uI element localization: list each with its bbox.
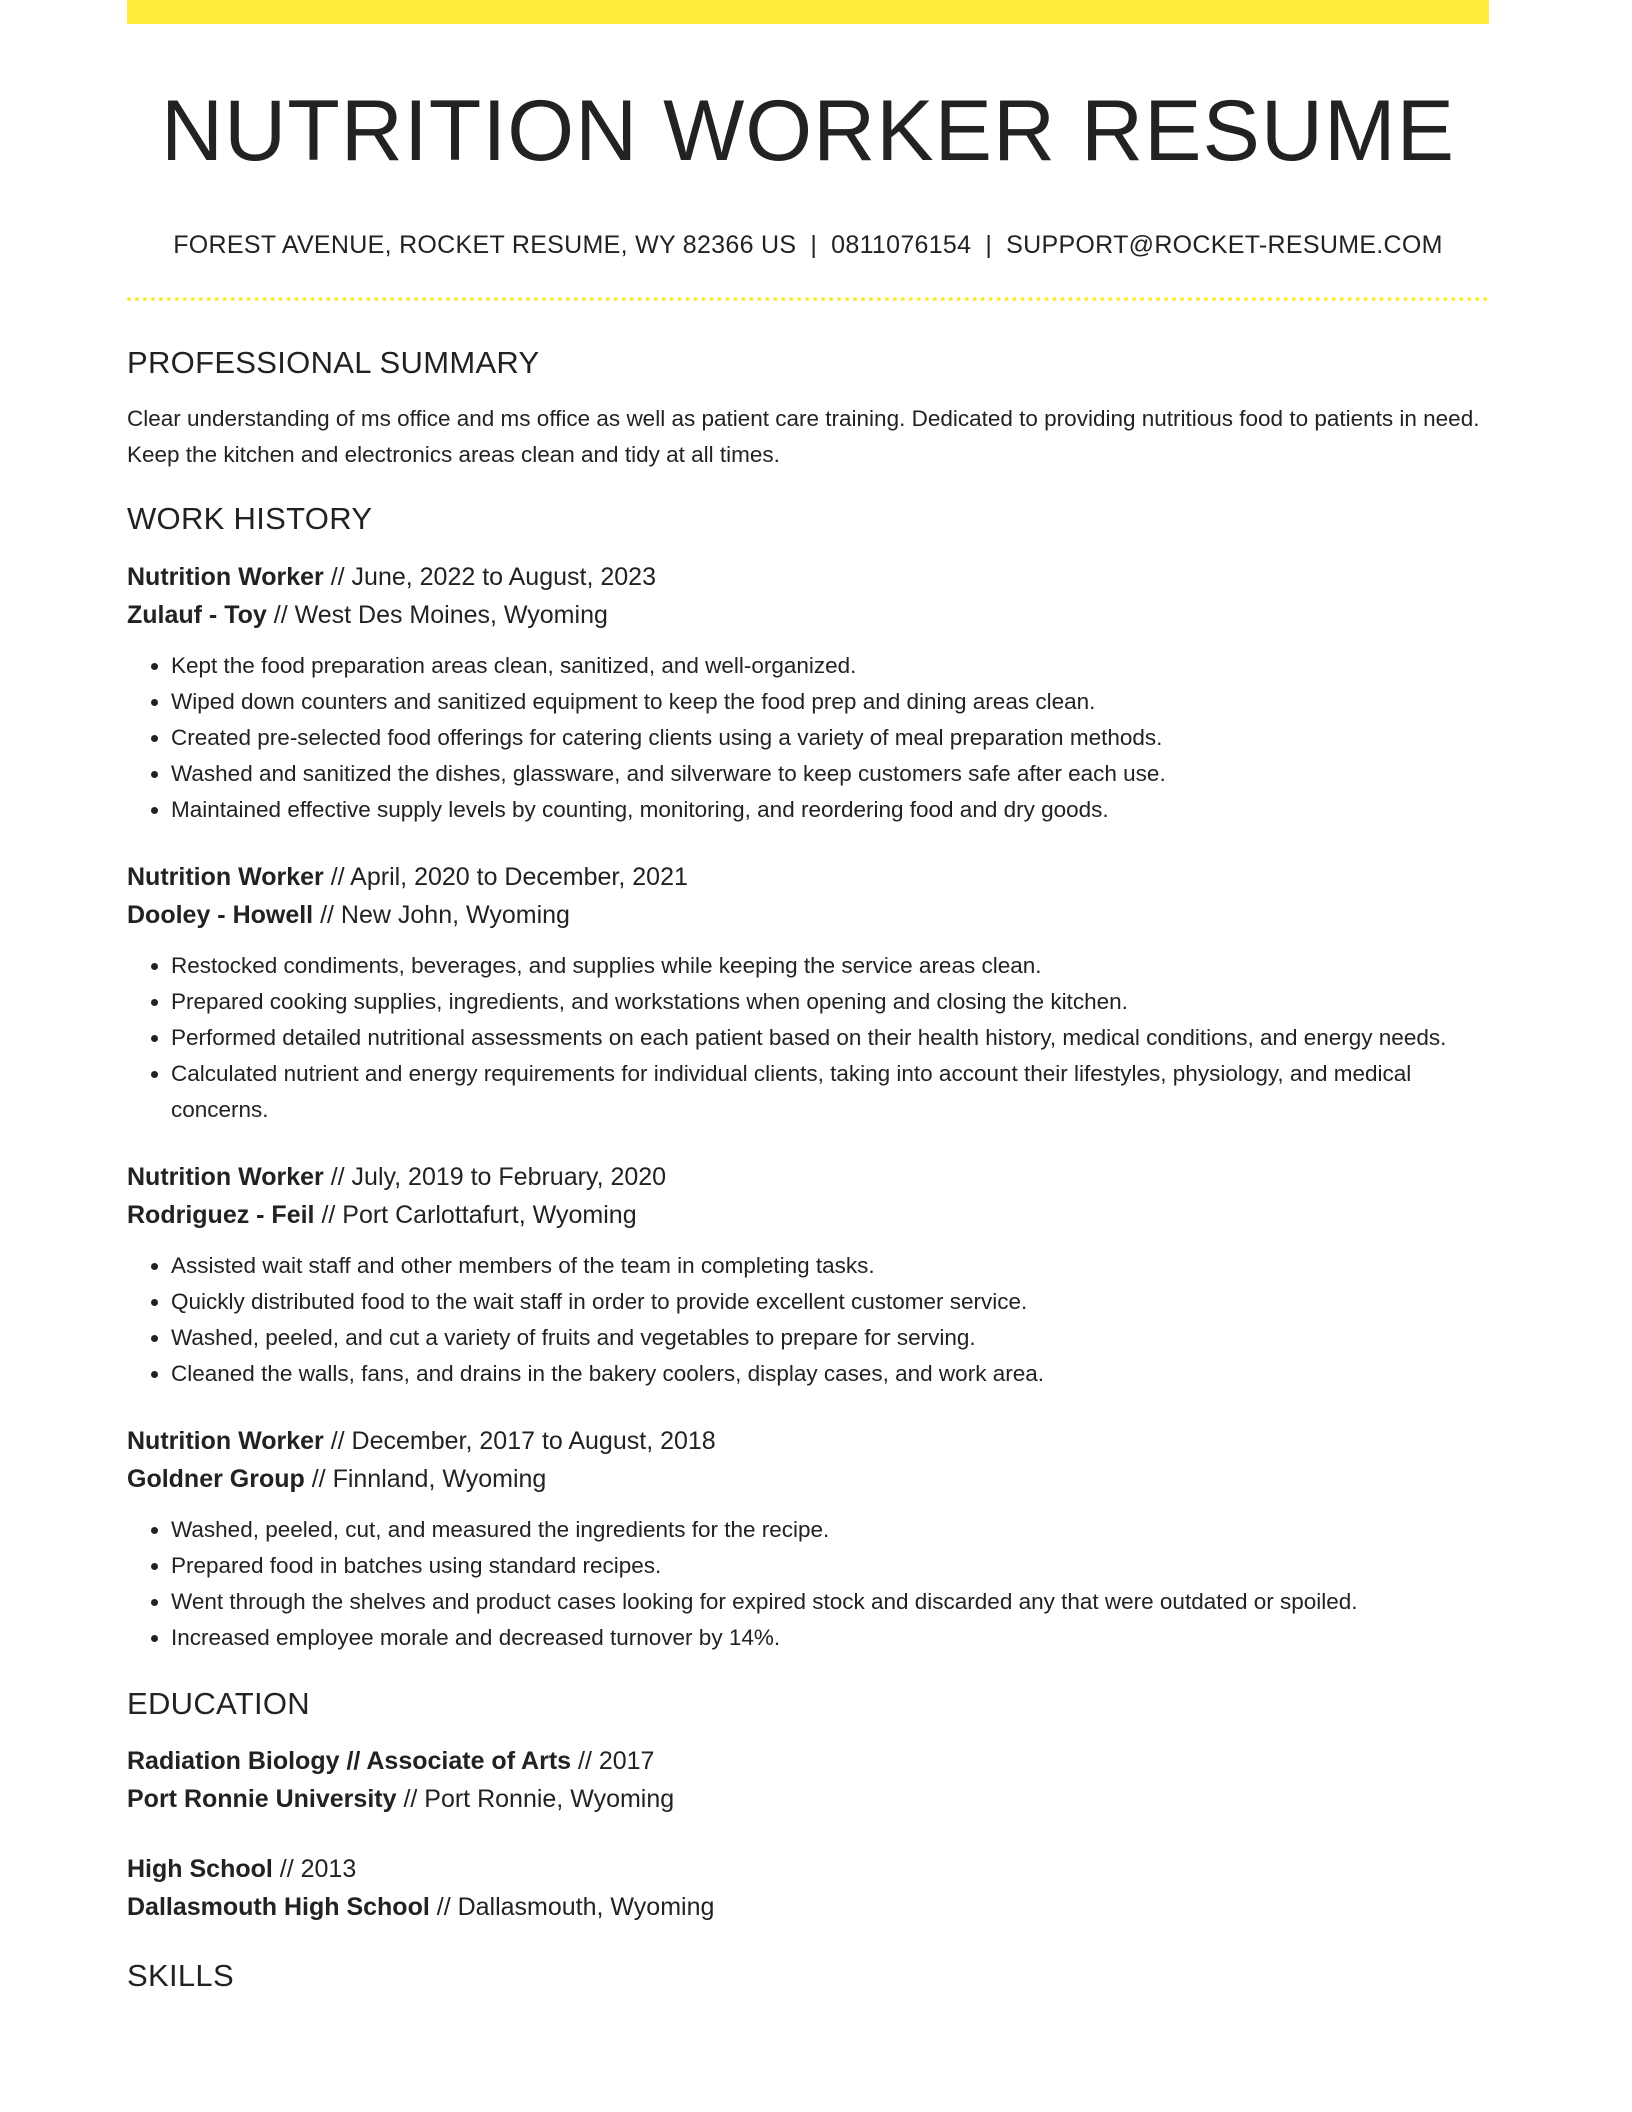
job-company-line [127, 596, 1489, 634]
contact-line [127, 231, 1489, 260]
skills-heading: SKILLS [127, 1957, 234, 1993]
job-duties-list [127, 648, 1489, 828]
list-item: • Quickly distributed food to the wait staff in order to provide excellent customer service. [171, 1284, 1489, 1320]
job-duties-list [127, 1512, 1489, 1656]
job-dates: // July, 2019 to February, 2020 [323, 1162, 667, 1191]
list-item: • Maintained effective supply levels by counting, monitoring, and reordering food and dry goods. [171, 792, 1489, 828]
education-entry [127, 1850, 1489, 1926]
list-item: • Washed, peeled, cut, and measured the ingredients for the recipe. [171, 1512, 1489, 1548]
work-history-heading: WORK HISTORY [127, 500, 373, 536]
dotted-divider [127, 297, 1489, 301]
education-degree-line [127, 1742, 1489, 1780]
job-entry [127, 1158, 1489, 1392]
summary-text: Clear understanding of ms office and ms office as well as patient care training. Dedicated to providing nutritious food to patients in need. Keep the kitchen and electronics areas clean and tidy at all times. [127, 405, 1480, 467]
summary-heading: PROFESSIONAL SUMMARY [127, 344, 540, 380]
list-item: • Created pre-selected food offerings for catering clients using a variety of meal preparation methods. [171, 720, 1489, 756]
list-item: • Calculated nutrient and energy requirements for individual clients, taking into account their lifestyles, physiology, and medical concerns. [171, 1056, 1489, 1128]
job-duties-list [127, 1248, 1489, 1392]
education-school-line [127, 1888, 1489, 1926]
job-location: // New John, Wyoming [313, 900, 570, 929]
job-dates: // April, 2020 to December, 2021 [323, 862, 688, 891]
job-entry [127, 858, 1489, 1128]
list-item: • Performed detailed nutritional assessments on each patient based on their health history, medical conditions, and energy needs. [171, 1020, 1489, 1056]
job-title-line [127, 558, 1489, 596]
job-dates: // December, 2017 to August, 2018 [323, 1426, 716, 1455]
contact-email: SUPPORT@ROCKET-RESUME.COM [1006, 230, 1443, 259]
job-role: Nutrition Worker [127, 1162, 324, 1191]
job-role: Nutrition Worker [127, 562, 324, 591]
education-school: Port Ronnie University [127, 1784, 397, 1813]
contact-separator: | [985, 230, 993, 259]
job-company-line [127, 1196, 1489, 1234]
list-item: • Washed and sanitized the dishes, glassware, and silverware to keep customers safe after each use. [171, 756, 1489, 792]
job-location: // West Des Moines, Wyoming [266, 600, 608, 629]
education-entry [127, 1742, 1489, 1818]
job-company: Dooley - Howell [127, 900, 314, 929]
job-dates: // June, 2022 to August, 2023 [323, 562, 656, 591]
job-duties-list [127, 948, 1489, 1128]
job-company-line [127, 896, 1489, 934]
education-heading: EDUCATION [127, 1685, 310, 1721]
list-item: • Went through the shelves and product cases looking for expired stock and discarded any that were outdated or spoiled. [171, 1584, 1489, 1620]
education-degree-line [127, 1850, 1489, 1888]
job-company: Rodriguez - Feil [127, 1200, 315, 1229]
job-entry [127, 558, 1489, 828]
job-company: Goldner Group [127, 1464, 305, 1493]
list-item: • Assisted wait staff and other members of the team in completing tasks. [171, 1248, 1489, 1284]
education-school-line [127, 1780, 1489, 1818]
job-company-line [127, 1460, 1489, 1498]
education-location: // Port Ronnie, Wyoming [396, 1784, 675, 1813]
contact-address: FOREST AVENUE, ROCKET RESUME, WY 82366 US [173, 230, 797, 259]
job-title-line [127, 1158, 1489, 1196]
education-year: // 2013 [272, 1854, 357, 1883]
job-company: Zulauf - Toy [127, 600, 267, 629]
list-item: • Wiped down counters and sanitized equipment to keep the food prep and dining areas clean. [171, 684, 1489, 720]
list-item: • Restocked condiments, beverages, and supplies while keeping the service areas clean. [171, 948, 1489, 984]
job-location: // Finnland, Wyoming [304, 1464, 547, 1493]
job-role: Nutrition Worker [127, 1426, 324, 1455]
education-location: // Dallasmouth, Wyoming [429, 1892, 715, 1921]
job-location: // Port Carlottafurt, Wyoming [314, 1200, 637, 1229]
list-item: • Cleaned the walls, fans, and drains in the bakery coolers, display cases, and work area. [171, 1356, 1489, 1392]
job-role: Nutrition Worker [127, 862, 324, 891]
job-title-line [127, 1422, 1489, 1460]
contact-separator: | [810, 230, 818, 259]
list-item: • Prepared cooking supplies, ingredients, and workstations when opening and closing the kitchen. [171, 984, 1489, 1020]
education-degree: High School [127, 1854, 273, 1883]
job-title-line [127, 858, 1489, 896]
education-degree: Radiation Biology // Associate of Arts [127, 1746, 572, 1775]
resume-page [127, 0, 1489, 1994]
list-item: • Increased employee morale and decreased turnover by 14%. [171, 1620, 1489, 1656]
education-school: Dallasmouth High School [127, 1892, 430, 1921]
list-item: • Washed, peeled, and cut a variety of fruits and vegetables to prepare for serving. [171, 1320, 1489, 1356]
page-title: NUTRITION WORKER RESUME [161, 83, 1455, 179]
contact-phone: 0811076154 [831, 230, 972, 259]
list-item: • Prepared food in batches using standard recipes. [171, 1548, 1489, 1584]
list-item: • Kept the food preparation areas clean, sanitized, and well-organized. [171, 648, 1489, 684]
education-year: // 2017 [571, 1746, 655, 1775]
accent-bar [127, 0, 1489, 24]
job-entry [127, 1422, 1489, 1656]
